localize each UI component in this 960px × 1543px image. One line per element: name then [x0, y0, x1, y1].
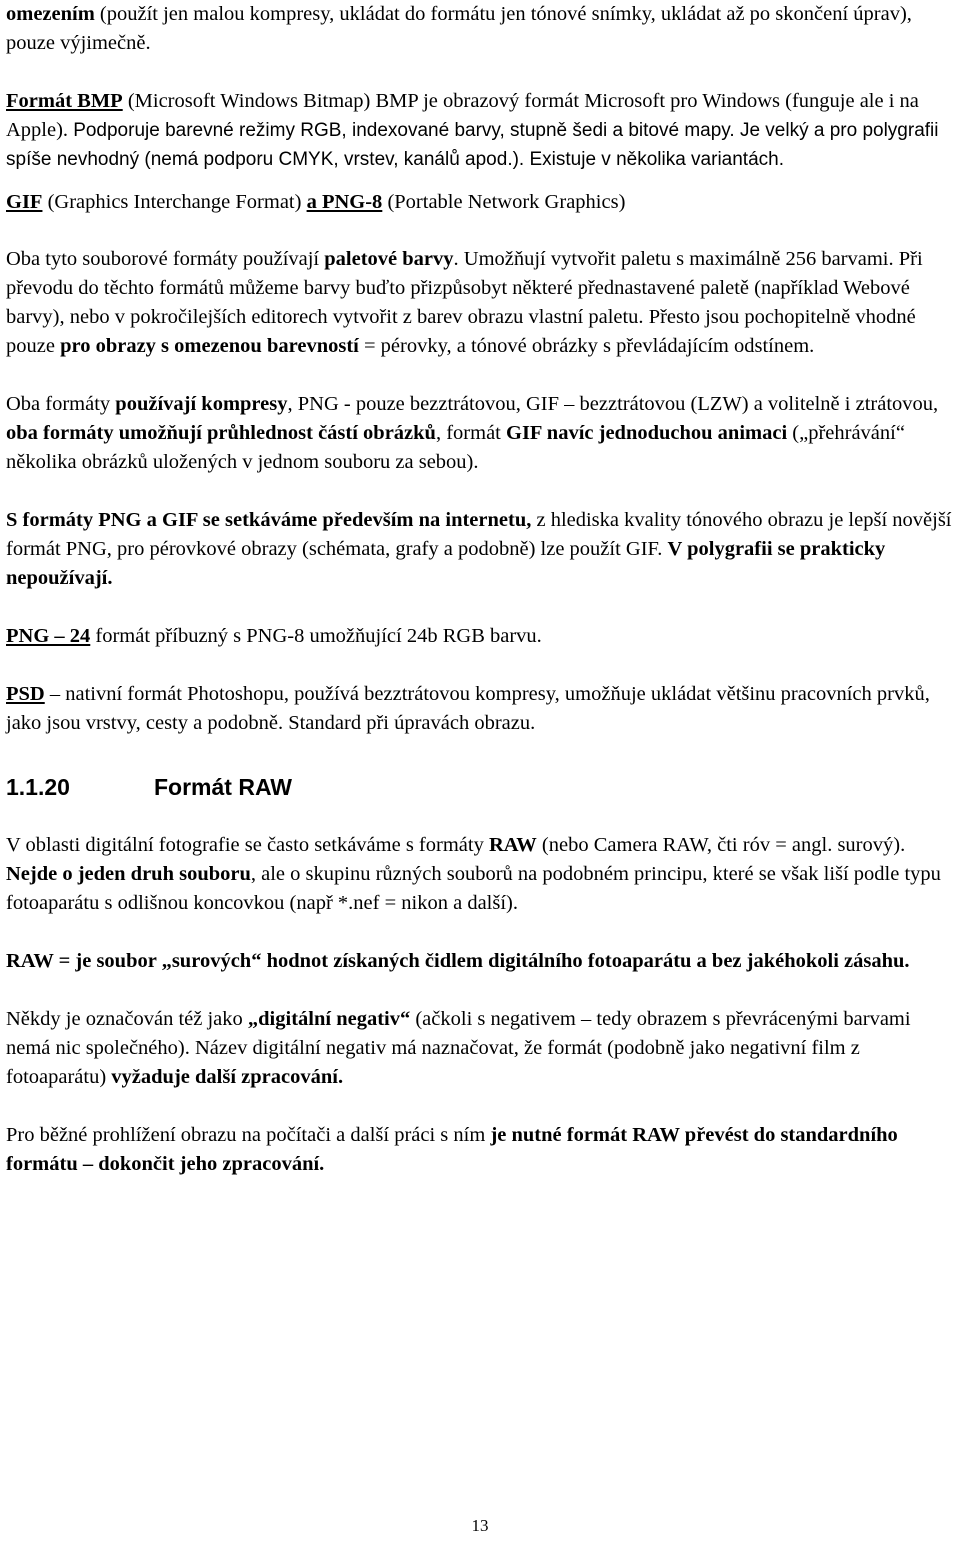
paragraph-text: Někdy je označován též jako [6, 1008, 248, 1030]
paragraph-text: Oba tyto souborové formáty používají [6, 248, 325, 270]
paragraph-text: (použít jen malou kompresy, ukládat do formátu jen tónové snímky, ukládat až po skončení úprav), pouze výjimečně. [6, 3, 912, 54]
section-number: 1.1.20 [6, 774, 70, 800]
paragraph-text: , PNG - pouze bezztrátovou, GIF – bezztrátovou (LZW) a volitelně i ztrátovou, [287, 393, 939, 415]
paragraph-text: formát příbuzný s PNG-8 umožňující 24b RGB barvu. [90, 625, 542, 647]
bold-term: RAW = je soubor „surových“ hodnot získaných čidlem digitálního fotoaparátu a bez jakéhokoli zásahu. [6, 950, 910, 972]
paragraph-compression [6, 390, 956, 477]
bold-term: paletové barvy [324, 248, 454, 270]
paragraph-text: (Microsoft Windows Bitmap) BMP je obrazový formát Microsoft pro Windows (funguje ale i na Apple). [6, 90, 919, 141]
paragraph-raw-conversion [6, 1121, 956, 1179]
paragraph-internet-usage [6, 506, 956, 593]
document-page [6, 0, 956, 1179]
paragraph-text: (ačkoli s negativem – tedy obrazem s převrácenými barvami nemá nic společného). Název digitální negativ má naznačovat, že formát (podobně jako negativní film z fotoaparátu) [6, 1008, 911, 1088]
format-name-bmp: Formát BMP [6, 90, 123, 112]
bold-term: je nutné formát RAW převést do standardního formátu – dokončit jeho zpracování. [6, 1124, 898, 1175]
bold-term: V polygrafii se prakticky nepoužívají. [6, 538, 886, 589]
bold-term: „digitální negativ“ [247, 1008, 411, 1030]
bold-term: omezením [6, 3, 95, 25]
bold-term: oba formáty umožňují průhlednost částí obrázků [6, 422, 436, 444]
paragraph-text: , formát [435, 422, 506, 444]
paragraph-text-sans: Podporuje barevné režimy RGB, indexované barvy, stupně šedi a bitové mapy. Je velký a pro polygrafii spíše nevhodný (nemá podporu CMYK, vrstev, kanálů apod.). Existuje v několika variantách. [6, 120, 939, 170]
page-number: 13 [471, 1516, 489, 1535]
format-name-png24: PNG – 24 [6, 625, 91, 647]
bold-term: používají kompresy [115, 393, 288, 415]
bold-term: S formáty PNG a GIF se setkáváme především na internetu, [6, 509, 532, 531]
paragraph-text: Přesto jsou pochopitelně vhodné pouze [6, 306, 916, 357]
bold-term: GIF navíc jednoduchou animaci [506, 422, 788, 444]
paragraph-text: – nativní formát Photoshopu, používá bezztrátovou kompresy, umožňuje ukládat většinu pracovních prvků, jako jsou vrstvy, cesty a podobně. Standard při úpravách obrazu. [6, 683, 930, 734]
paragraph-text: (nebo Camera RAW, čti róv = angl. surový). [536, 834, 906, 856]
section-title: Formát RAW [154, 774, 292, 800]
paragraph-psd [6, 680, 956, 738]
paragraph-text: Oba formáty [6, 393, 116, 415]
bold-term: vyžaduje další zpracování. [111, 1066, 344, 1088]
paragraph-palette-colors [6, 245, 956, 361]
paragraph-compression-limits [6, 0, 956, 58]
paragraph-text: Při převodu do těchto formátů můžeme barvy buďto přizpůsobyt některé přednastavené paletě (například Webové barvy), nebo v pokročilejších editorech vytvořit z barev obrazu vlastní paletu. [6, 248, 923, 328]
bold-term: pro obrazy s omezenou barevností [60, 335, 359, 357]
paragraph-text: . Umožňují vytvořit paletu s maximálně 256 barvami. [453, 248, 899, 270]
paragraph-raw-definition [6, 947, 956, 976]
paragraph-bmp-format [6, 87, 956, 174]
format-name-gif: GIF [6, 191, 43, 213]
paragraph-text: Pro běžné prohlížení obrazu na počítači a další práci s ním [6, 1124, 491, 1146]
paragraph-digital-negative [6, 1005, 956, 1092]
format-name-png8: a PNG-8 [306, 191, 383, 213]
gif-png8-heading [6, 188, 956, 217]
bold-term: RAW [488, 834, 537, 856]
section-heading [6, 772, 956, 802]
paragraph-png24 [6, 622, 956, 651]
bold-term: Nejde o jeden druh souboru [6, 863, 251, 885]
paragraph-text: („přehrávání“ několika obrázků uložených v jednom souboru za sebou). [6, 422, 905, 473]
paragraph-raw-intro [6, 831, 956, 918]
paragraph-text: z hlediska kvality tónového obrazu je lepší novější formát PNG, pro pérovkové obrazy (schémata, grafy a podobně) lze použít GIF. [6, 509, 952, 560]
heading-text: (Graphics Interchange Format) [42, 191, 307, 213]
heading-text: (Portable Network Graphics) [382, 191, 626, 213]
format-name-psd: PSD [6, 683, 45, 705]
paragraph-text: = pérovky, a tónové obrázky s převládajícím odstínem. [358, 335, 815, 357]
paragraph-text: , ale o skupinu různých souborů na podobném principu, které se však liší podle typu fotoaparátu s odlišnou koncovkou (např *.nef = nikon a další). [6, 863, 941, 914]
paragraph-text: V oblasti digitální fotografie se často setkáváme s formáty [6, 834, 489, 856]
